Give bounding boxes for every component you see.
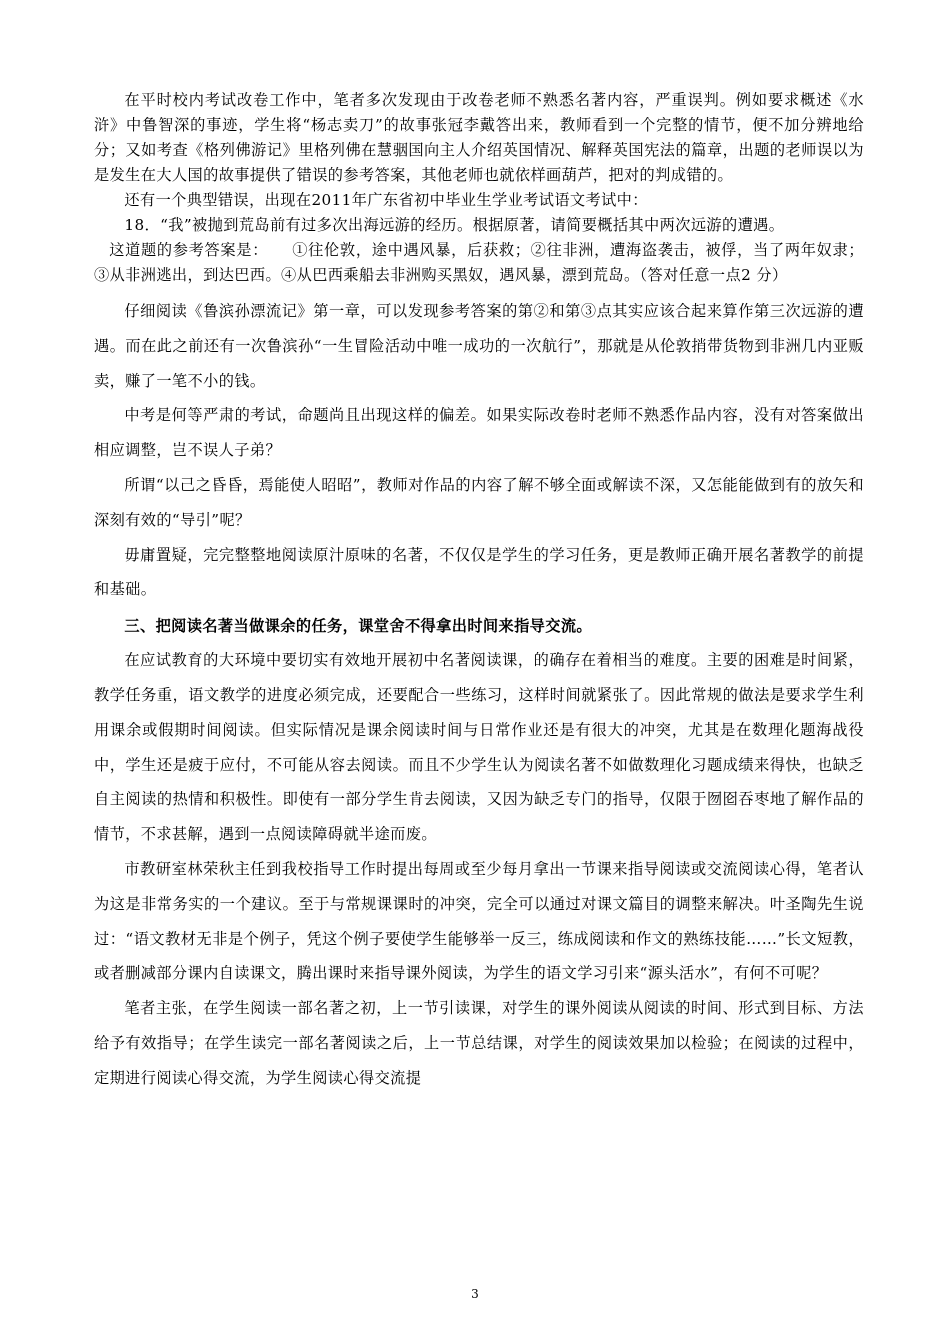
paragraph-exam-deviation: 中考是何等严肃的考试，命题尚且出现这样的偏差。如果实际改卷时老师不熟悉作品内容，没有对答案做出相应调整，岂不误人子弟？ [94,406,864,460]
section-heading-3: 三、把阅读名著当做课余的任务，课堂舍不得拿出时间来指导交流。 [124,617,593,636]
paragraph-robinson-analysis: 仔细阅读《鲁滨孙漂流记》第一章，可以发现参考答案的第②和第③点其实应该合起来算作第三次远游的遭遇。而在此之前还有一次鲁滨孙“一生冒险活动中唯一成功的一次航行”，那就是从伦敦捎带货物到非洲几内亚贩卖，赚了一笔不小的钱。 [94,302,864,390]
paragraph-quote: 所谓“以己之昏昏，焉能使人昭昭”，教师对作品的内容了解不够全面或解读不深，又怎能能做到有的放矢和深刻有效的“导引”呢？ [94,475,864,529]
page-number: 3 [471,1287,479,1301]
paragraph-misjudgment: 在平时校内考试改卷工作中，笔者多次发现由于改卷老师不熟悉名著内容，严重误判。例如要求概述《水浒》中鲁智深的事迹，学生将“杨志卖刀”的故事张冠李戴答出来，教师看到一个完整的情节，便不加分辨地给分；又如考查《格列佛游记》里格列佛在慧骃国向主人介绍英国情况、解释英国宪法的篇章，出题的老师误以为是发生在大人国的故事提供了错误的参考答案，其他老师也就依样画葫芦，把对的判成错的。 [94,91,864,184]
paragraph-research-suggestion: 市教研室林荣秋主任到我校指导工作时提出每周或至少每月拿出一节课来指导阅读或交流阅读心得，笔者认为这是非常务实的一个建议。至于与常规课课时的冲突，完全可以通过对课文篇目的调整来解决。叶圣陶先生说过：“语文教材无非是个例子，凭这个例子要使学生能够举一反三，练成阅读和作文的熟练技能……”长文短教，或者删减部分课内自读课文，腾出课时来指导课外阅读，为学生的语文学习引来“源头活水”，有何不可呢？ [94,859,864,983]
paragraph-author-proposal: 笔者主张，在学生阅读一部名著之初，上一节引读课，对学生的课外阅读从阅读的时间、形式到目标、方法给予有效指导；在学生读完一部名著阅读之后，上一节总结课，对学生的阅读效果加以检验；在阅读的过程中，定期进行阅读心得交流，为学生阅读心得交流提 [94,999,864,1087]
paragraph-typical-error: 还有一个典型错误，出现在2011年广东省初中毕业生学业考试语文考试中： [124,191,648,209]
paragraph-exam-education: 在应试教育的大环境中要切实有效地开展初中名著阅读课，的确存在着相当的难度。主要的困难是时间紧，教学任务重，语文教学的进度必须完成，还要配合一些练习，这样时间就紧张了。因此常规的做法是要求学生利用课余或假期时间阅读。但实际情况是课余阅读时间与日常作业还是有很大的冲突，尤其是在数理化题海战役中，学生还是疲于应付，不可能从容去阅读。而且不少学生认为阅读名著不如做数理化习题成绩来得快，也缺乏自主阅读的热情和积极性。即使有一部分学生肯去阅读，又因为缺乏专门的指导，仅限于囫囵吞枣地了解作品的情节，不求甚解，遇到一点阅读障碍就半途而废。 [94,651,864,844]
paragraph-conclusion: 毋庸置疑，完完整整地阅读原汁原味的名著，不仅仅是学生的学习任务，更是教师正确开展名著教学的前提和基础。 [94,545,864,599]
exam-question: 18．“我”被抛到荒岛前有过多次出海远游的经历。根据原著，请简要概括其中两次远游的遭遇。 [124,216,785,234]
document-body [94,88,864,1096]
reference-answer: 这道题的参考答案是： ①往伦敦，途中遇风暴，后获救；②往非洲，遭海盗袭击，被俘，当了两年奴隶；③从非洲逃出，到达巴西。④从巴西乘船去非洲购买黑奴，遇风暴，漂到荒岛。（答对任意一点2 分） [94,241,864,284]
